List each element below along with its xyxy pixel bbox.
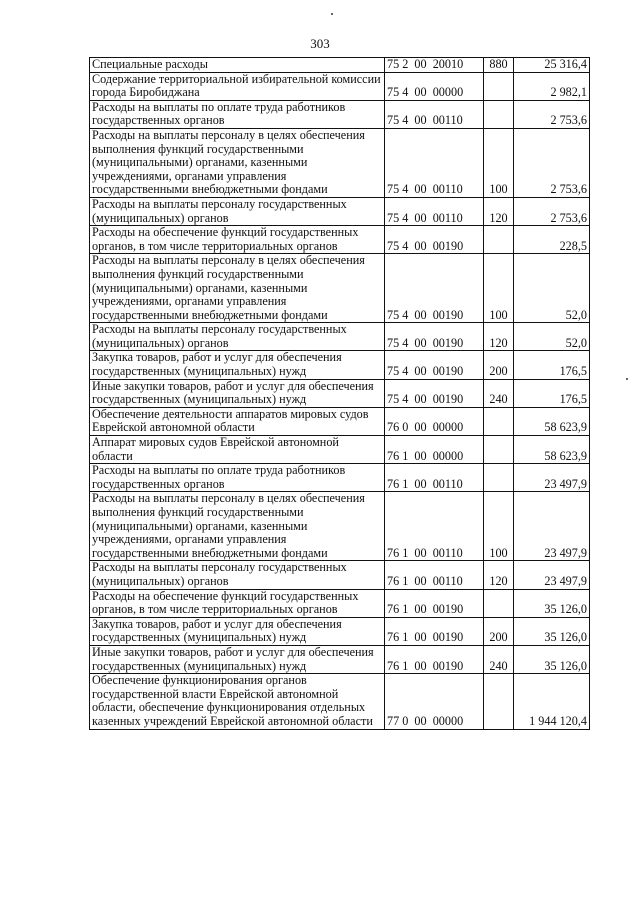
table-row: [90, 72, 590, 100]
table-row: [90, 617, 590, 645]
table-row: [90, 645, 590, 673]
expense-name: Расходы на выплаты по оплате труда работников государственных органов: [90, 464, 385, 492]
target-article-code: 76 1 00 00110: [385, 464, 484, 492]
amount: 23 497,9: [514, 464, 590, 492]
table-row: [90, 100, 590, 128]
target-article-code: 75 4 00 00110: [385, 128, 484, 197]
expense-name: Расходы на обеспечение функций государственных органов, в том числе территориальных органов: [90, 226, 385, 254]
target-article-code: 75 4 00 00000: [385, 72, 484, 100]
table-row: [90, 492, 590, 561]
target-article-code: 75 4 00 00190: [385, 351, 484, 379]
expense-name: Расходы на выплаты персоналу государственных (муниципальных) органов: [90, 197, 385, 225]
expense-type-code: [484, 72, 514, 100]
amount: 52,0: [514, 323, 590, 351]
expense-type-code: 240: [484, 645, 514, 673]
amount: 23 497,9: [514, 492, 590, 561]
amount: 2 753,6: [514, 197, 590, 225]
expense-type-code: 100: [484, 492, 514, 561]
table-row: [90, 254, 590, 323]
expense-name: Расходы на выплаты персоналу в целях обеспечения выполнения функций государственными (муниципальными) органами, казенными учреждениями, органами управления государственными внебюджетными фондами: [90, 128, 385, 197]
amount: 35 126,0: [514, 589, 590, 617]
expense-type-code: 240: [484, 379, 514, 407]
amount: 35 126,0: [514, 645, 590, 673]
expense-name: Обеспечение функционирования органов государственной власти Еврейской автономной области, обеспечение функционирования отдельных казенных учреждений Еврейской автономной области: [90, 674, 385, 729]
expense-type-code: 120: [484, 197, 514, 225]
amount: 58 623,9: [514, 407, 590, 435]
expense-type-code: [484, 100, 514, 128]
expense-name: Содержание территориальной избирательной комиссии города Биробиджана: [90, 72, 385, 100]
target-article-code: 76 1 00 00110: [385, 492, 484, 561]
expense-name: Аппарат мировых судов Еврейской автономной области: [90, 436, 385, 464]
table-row: [90, 674, 590, 729]
table-row: [90, 589, 590, 617]
amount: 228,5: [514, 226, 590, 254]
target-article-code: 76 1 00 00190: [385, 645, 484, 673]
target-article-code: 75 4 00 00190: [385, 379, 484, 407]
target-article-code: 75 4 00 00110: [385, 197, 484, 225]
expense-name: Специальные расходы: [90, 58, 385, 73]
amount: 176,5: [514, 379, 590, 407]
target-article-code: 76 1 00 00190: [385, 589, 484, 617]
target-article-code: 75 4 00 00190: [385, 323, 484, 351]
table-row: [90, 407, 590, 435]
expense-type-code: 200: [484, 617, 514, 645]
target-article-code: 76 1 00 00190: [385, 617, 484, 645]
table-row: [90, 379, 590, 407]
amount: 2 753,6: [514, 128, 590, 197]
expense-name: Обеспечение деятельности аппаратов мировых судов Еврейской автономной области: [90, 407, 385, 435]
table-row: [90, 436, 590, 464]
expense-type-code: [484, 464, 514, 492]
expense-name: Расходы на выплаты персоналу в целях обеспечения выполнения функций государственными (муниципальными) органами, казенными учреждениями, органами управления государственными внебюджетными фондами: [90, 492, 385, 561]
expense-name: Расходы на выплаты персоналу государственных (муниципальных) органов: [90, 561, 385, 589]
expense-type-code: 880: [484, 58, 514, 73]
expense-type-code: [484, 226, 514, 254]
expense-type-code: 120: [484, 323, 514, 351]
target-article-code: 75 2 00 20010: [385, 58, 484, 73]
table-row: [90, 197, 590, 225]
table-row: [90, 351, 590, 379]
expense-name: Расходы на выплаты по оплате труда работников государственных органов: [90, 100, 385, 128]
amount: 52,0: [514, 254, 590, 323]
amount: 35 126,0: [514, 617, 590, 645]
expense-name: Расходы на обеспечение функций государственных органов, в том числе территориальных органов: [90, 589, 385, 617]
target-article-code: 75 4 00 00190: [385, 226, 484, 254]
target-article-code: 77 0 00 00000: [385, 674, 484, 729]
expense-name: Расходы на выплаты персоналу в целях обеспечения выполнения функций государственными (муниципальными) органами, казенными учреждениями, органами управления государственными внебюджетными фондами: [90, 254, 385, 323]
expense-type-code: [484, 674, 514, 729]
expense-type-code: 100: [484, 128, 514, 197]
scan-speck: [331, 13, 333, 15]
budget-table: [89, 57, 590, 730]
expense-type-code: 100: [484, 254, 514, 323]
target-article-code: 75 4 00 00190: [385, 254, 484, 323]
expense-name: Иные закупки товаров, работ и услуг для обеспечения государственных (муниципальных) нужд: [90, 645, 385, 673]
target-article-code: 76 1 00 00110: [385, 561, 484, 589]
page-number: 303: [310, 36, 330, 51]
expense-type-code: [484, 407, 514, 435]
expense-name: Закупка товаров, работ и услуг для обеспечения государственных (муниципальных) нужд: [90, 351, 385, 379]
amount: 2 753,6: [514, 100, 590, 128]
amount: 2 982,1: [514, 72, 590, 100]
table-row: [90, 226, 590, 254]
table-row: [90, 464, 590, 492]
expense-type-code: [484, 436, 514, 464]
scan-speck: [626, 378, 628, 380]
expense-name: Расходы на выплаты персоналу государственных (муниципальных) органов: [90, 323, 385, 351]
table-row: [90, 561, 590, 589]
expense-name: Иные закупки товаров, работ и услуг для обеспечения государственных (муниципальных) нужд: [90, 379, 385, 407]
target-article-code: 76 0 00 00000: [385, 407, 484, 435]
amount: 23 497,9: [514, 561, 590, 589]
amount: 25 316,4: [514, 58, 590, 73]
target-article-code: 76 1 00 00000: [385, 436, 484, 464]
target-article-code: 75 4 00 00110: [385, 100, 484, 128]
expense-name: Закупка товаров, работ и услуг для обеспечения государственных (муниципальных) нужд: [90, 617, 385, 645]
expense-type-code: 120: [484, 561, 514, 589]
table-row: [90, 128, 590, 197]
amount: 176,5: [514, 351, 590, 379]
budget-table-body: [90, 58, 590, 730]
table-row: [90, 58, 590, 73]
expense-type-code: [484, 589, 514, 617]
amount: 58 623,9: [514, 436, 590, 464]
expense-type-code: 200: [484, 351, 514, 379]
table-row: [90, 323, 590, 351]
amount: 1 944 120,4: [514, 674, 590, 729]
